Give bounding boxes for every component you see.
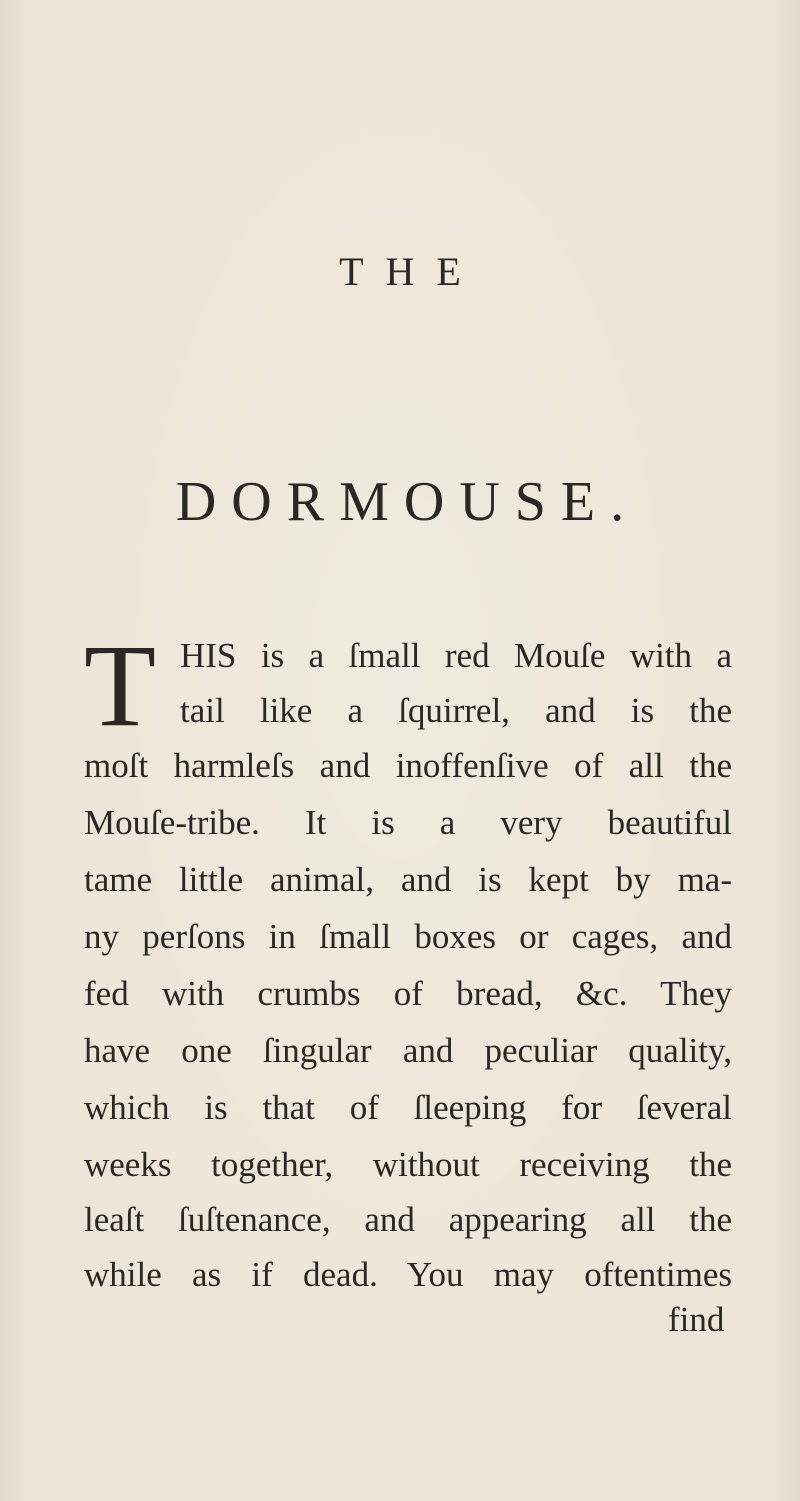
text-line: tame little animal, and is kept by ma- xyxy=(84,860,732,899)
text-line: while as if dead. You may oftentimes xyxy=(84,1255,732,1294)
text-line: leaſt ſuſtenance, and appearing all the xyxy=(84,1200,732,1239)
text-line: ny perſons in ſmall boxes or cages, and xyxy=(84,917,732,956)
title-the: THE xyxy=(339,249,483,294)
drop-cap: T xyxy=(84,620,157,751)
text-line: which is that of ſleeping for ſeveral xyxy=(84,1088,732,1127)
text-line: fed with crumbs of bread, &c. They xyxy=(84,974,732,1013)
text-line: HIS is a ſmall red Mouſe with a xyxy=(180,636,732,675)
text-line: moſt harmleſs and inoffenſive of all the xyxy=(84,746,732,785)
catchword: find xyxy=(668,1300,725,1339)
text-line: weeks together, without receiving the xyxy=(84,1145,732,1184)
text-line: have one ſingular and peculiar quality, xyxy=(84,1031,732,1070)
text-line: Mouſe-tribe. It is a very beautiful xyxy=(84,803,732,842)
page-title: DORMOUSE. xyxy=(175,471,640,533)
text-line: tail like a ſquirrel, and is the xyxy=(180,691,732,730)
